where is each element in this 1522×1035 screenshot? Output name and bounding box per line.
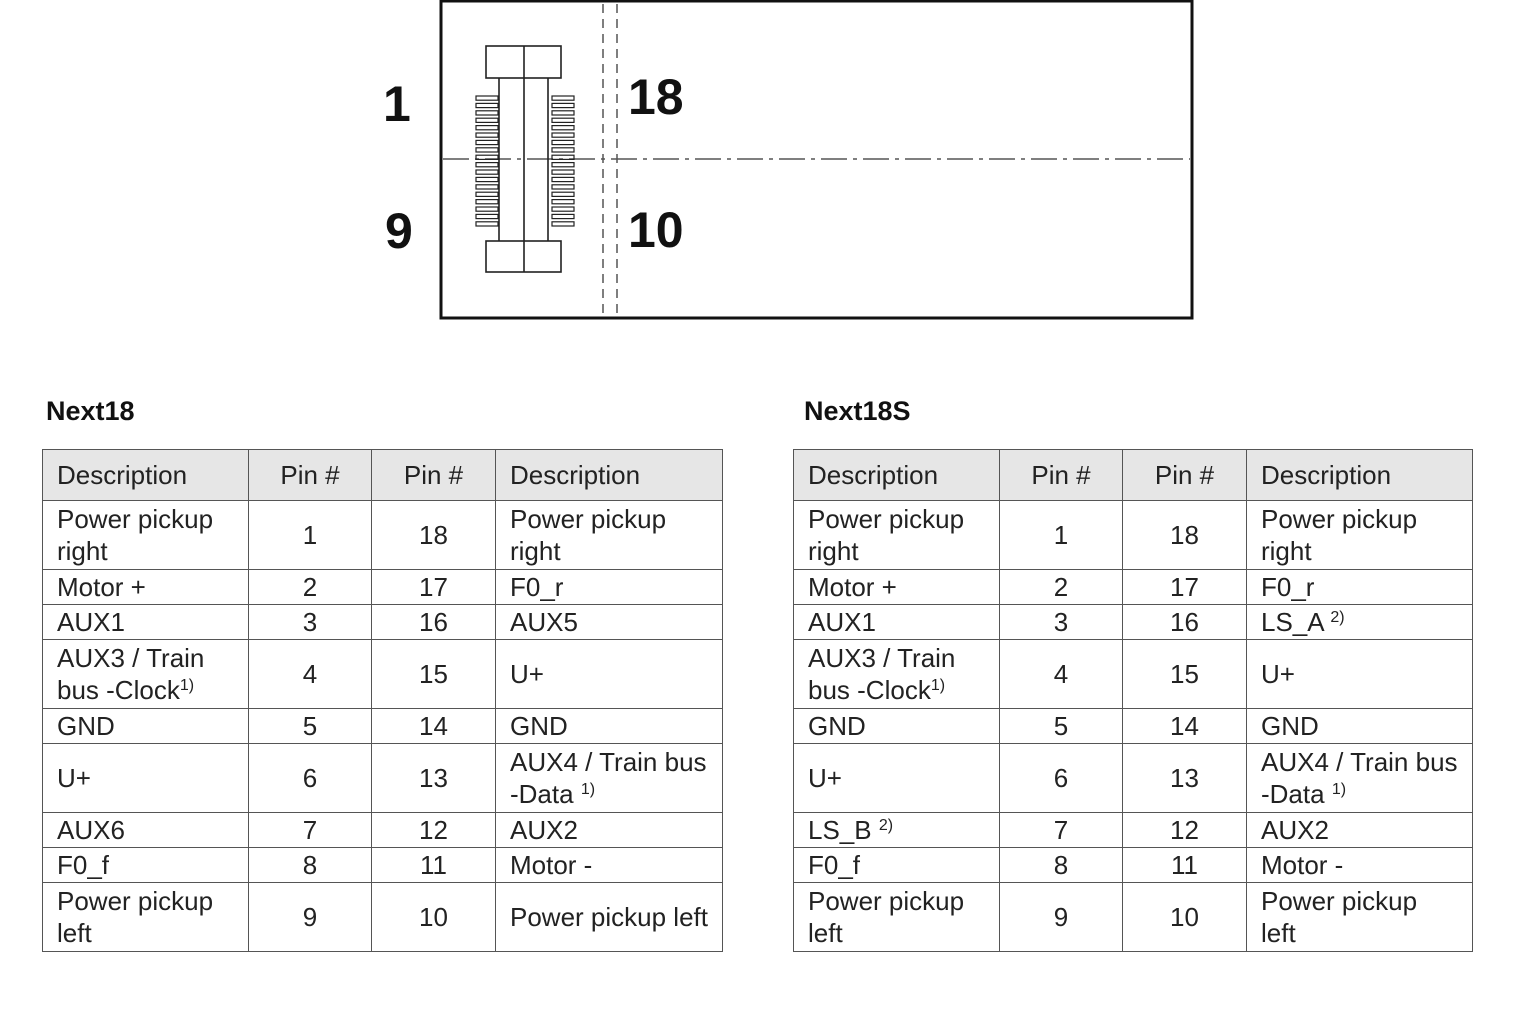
description-cell-right: [1247, 605, 1473, 640]
description-cell-left: [794, 848, 1000, 883]
pin-number-cell: 5: [249, 709, 372, 744]
pin-number-cell: 10: [372, 883, 496, 952]
description-text: AUX4 / Train bus -Data: [1261, 747, 1458, 809]
pin-number-cell: 3: [249, 605, 372, 640]
description-cell-left: [43, 501, 249, 570]
header-pin-left: Pin #: [1000, 450, 1123, 501]
pin-contact: [476, 118, 498, 122]
description-cell-left: [43, 605, 249, 640]
pin-label-10: 10: [628, 202, 684, 258]
description-text: AUX5: [510, 607, 578, 637]
description-text: AUX4 / Train bus -Data: [510, 747, 707, 809]
pin-number-cell: 9: [249, 883, 372, 952]
pin-number-cell: 8: [249, 848, 372, 883]
table-row: [43, 744, 723, 813]
table-row: [794, 605, 1473, 640]
pin-contact: [552, 185, 574, 189]
pin-number-cell: 13: [372, 744, 496, 813]
pin-number-cell: 4: [249, 640, 372, 709]
pin-number-cell: 4: [1000, 640, 1123, 709]
pin-number-cell: 15: [372, 640, 496, 709]
pin-contact: [476, 185, 498, 189]
description-cell-left: [43, 848, 249, 883]
description-text: F0_f: [808, 850, 861, 880]
header-description-left: Description: [794, 450, 1000, 501]
description-text: Motor -: [1261, 850, 1344, 880]
pinout-table-next18s: [793, 449, 1473, 952]
connector-diagram: [0, 0, 1522, 340]
description-text: AUX1: [57, 607, 125, 637]
header-pin-left: Pin #: [249, 450, 372, 501]
footnote-marker: 2): [878, 817, 894, 834]
pin-contact: [552, 126, 574, 130]
pin-contact: [552, 118, 574, 122]
pin-number-cell: 16: [1123, 605, 1247, 640]
table-title-next18: Next18: [46, 396, 135, 426]
pin-contact: [552, 96, 574, 100]
pin-contact: [476, 96, 498, 100]
pin-number-cell: 5: [1000, 709, 1123, 744]
description-cell-left: [794, 744, 1000, 813]
description-text: AUX3 / Train bus -Clock: [57, 643, 205, 705]
pin-number-cell: 2: [1000, 570, 1123, 605]
pin-number-cell: 6: [249, 744, 372, 813]
table-header-row: [43, 450, 723, 501]
pin-contact: [476, 126, 498, 130]
description-text: Motor +: [57, 572, 146, 602]
pin-number-cell: 7: [249, 813, 372, 848]
description-text: AUX3 / Train bus -Clock: [808, 643, 956, 705]
description-cell-right: [496, 501, 723, 570]
pin-contact: [476, 133, 498, 137]
description-cell-right: [1247, 813, 1473, 848]
description-cell-left: [794, 640, 1000, 709]
table-row: [794, 640, 1473, 709]
description-text: U+: [510, 659, 544, 689]
description-text: Motor +: [808, 572, 897, 602]
header-description-left: Description: [43, 450, 249, 501]
description-text: F0_f: [57, 850, 110, 880]
description-cell-left: [794, 813, 1000, 848]
pin-contact: [552, 200, 574, 204]
description-cell-left: [43, 570, 249, 605]
description-cell-right: [1247, 883, 1473, 952]
pin-contacts: [476, 96, 574, 226]
description-cell-right: [496, 813, 723, 848]
pin-contact: [552, 133, 574, 137]
pin-contact: [552, 163, 574, 167]
pin-number-cell: 11: [1123, 848, 1247, 883]
description-text: LS_A: [1261, 607, 1331, 637]
description-text: AUX2: [1261, 815, 1329, 845]
description-cell-left: [43, 883, 249, 952]
pin-number-cell: 8: [1000, 848, 1123, 883]
pin-contact: [552, 207, 574, 211]
pinout-table-next18: [42, 449, 723, 952]
footnote-marker: 1): [580, 781, 596, 798]
description-cell-left: [43, 744, 249, 813]
description-text: Power pickup left: [1261, 886, 1418, 948]
pin-number-cell: 2: [249, 570, 372, 605]
description-text: F0_r: [510, 572, 564, 602]
table-row: [794, 813, 1473, 848]
description-text: Power pickup right: [510, 504, 667, 566]
pin-contact: [552, 170, 574, 174]
pin-contact: [552, 140, 574, 144]
description-text: Power pickup right: [57, 504, 214, 566]
pin-label-18: 18: [628, 69, 684, 125]
pin-label-1: 1: [383, 76, 411, 132]
description-cell-right: [496, 848, 723, 883]
description-text: GND: [1261, 711, 1319, 741]
pin-contact: [552, 192, 574, 196]
table-row: [794, 744, 1473, 813]
pin-contact: [476, 192, 498, 196]
pin-number-cell: 12: [372, 813, 496, 848]
description-text: GND: [808, 711, 866, 741]
table-row: [43, 640, 723, 709]
header-pin-right: Pin #: [372, 450, 496, 501]
pin-number-cell: 18: [1123, 501, 1247, 570]
pin-contact: [552, 103, 574, 107]
description-text: AUX6: [57, 815, 125, 845]
table-row: [43, 883, 723, 952]
pin-contact: [476, 170, 498, 174]
description-cell-left: [794, 501, 1000, 570]
description-text: Power pickup right: [808, 504, 965, 566]
description-text: U+: [57, 763, 91, 793]
description-text: LS_B: [808, 815, 879, 845]
description-text: GND: [57, 711, 115, 741]
pin-number-cell: 1: [249, 501, 372, 570]
pin-number-cell: 1: [1000, 501, 1123, 570]
pin-number-cell: 14: [372, 709, 496, 744]
table-row: [794, 570, 1473, 605]
table-row: [43, 570, 723, 605]
description-cell-left: [43, 709, 249, 744]
pin-number-cell: 15: [1123, 640, 1247, 709]
description-text: Power pickup left: [57, 886, 214, 948]
description-cell-left: [794, 605, 1000, 640]
pin-number-cell: 18: [372, 501, 496, 570]
description-text: U+: [808, 763, 842, 793]
pin-contact: [552, 222, 574, 226]
description-text: F0_r: [1261, 572, 1315, 602]
description-cell-right: [496, 640, 723, 709]
description-cell-right: [1247, 640, 1473, 709]
pin-number-cell: 17: [1123, 570, 1247, 605]
description-cell-right: [1247, 744, 1473, 813]
pin-contact: [552, 177, 574, 181]
pin-number-cell: 14: [1123, 709, 1247, 744]
table-row: [43, 501, 723, 570]
pin-number-cell: 13: [1123, 744, 1247, 813]
header-description-right: Description: [496, 450, 723, 501]
pin-number-cell: 17: [372, 570, 496, 605]
pin-contact: [476, 163, 498, 167]
description-cell-right: [496, 605, 723, 640]
pin-number-cell: 9: [1000, 883, 1123, 952]
pin-label-9: 9: [385, 203, 413, 259]
table-row: [794, 883, 1473, 952]
description-text: AUX1: [808, 607, 876, 637]
description-cell-right: [1247, 709, 1473, 744]
pin-number-cell: 10: [1123, 883, 1247, 952]
pin-contact: [476, 103, 498, 107]
description-cell-left: [43, 640, 249, 709]
header-pin-right: Pin #: [1123, 450, 1247, 501]
footnote-marker: 1): [179, 677, 195, 694]
table-row: [43, 605, 723, 640]
table-title-next18s: Next18S: [804, 396, 911, 426]
pin-contact: [476, 207, 498, 211]
description-cell-right: [1247, 570, 1473, 605]
table-row: [43, 813, 723, 848]
description-cell-left: [43, 813, 249, 848]
pin-contact: [476, 140, 498, 144]
pin-contact: [476, 214, 498, 218]
pin-number-cell: 6: [1000, 744, 1123, 813]
pin-contact: [552, 111, 574, 115]
description-text: Power pickup left: [808, 886, 965, 948]
pin-number-cell: 3: [1000, 605, 1123, 640]
description-cell-right: [496, 744, 723, 813]
header-description-right: Description: [1247, 450, 1473, 501]
pin-contact: [476, 200, 498, 204]
pin-number-cell: 12: [1123, 813, 1247, 848]
description-cell-right: [496, 709, 723, 744]
footnote-marker: 2): [1330, 609, 1345, 626]
pin-contact: [552, 214, 574, 218]
pin-contact: [476, 148, 498, 152]
description-cell-right: [1247, 848, 1473, 883]
table-row: [43, 709, 723, 744]
table-row: [43, 848, 723, 883]
table-row: [794, 848, 1473, 883]
table-header-row: [794, 450, 1473, 501]
pin-number-cell: 7: [1000, 813, 1123, 848]
description-text: AUX2: [510, 815, 578, 845]
pin-contact: [476, 177, 498, 181]
description-text: Power pickup left: [510, 902, 708, 932]
description-cell-left: [794, 883, 1000, 952]
footnote-marker: 1): [930, 677, 946, 694]
description-cell-left: [794, 570, 1000, 605]
description-cell-right: [496, 570, 723, 605]
description-cell-right: [1247, 501, 1473, 570]
pin-contact: [476, 222, 498, 226]
pin-contact: [476, 111, 498, 115]
description-text: U+: [1261, 659, 1295, 689]
table-row: [794, 501, 1473, 570]
pin-number-cell: 16: [372, 605, 496, 640]
pin-number-cell: 11: [372, 848, 496, 883]
pin-contact: [552, 148, 574, 152]
description-cell-right: [496, 883, 723, 952]
description-text: Motor -: [510, 850, 593, 880]
description-text: Power pickup right: [1261, 504, 1418, 566]
table-row: [794, 709, 1473, 744]
description-cell-left: [794, 709, 1000, 744]
footnote-marker: 1): [1331, 781, 1347, 798]
description-text: GND: [510, 711, 568, 741]
